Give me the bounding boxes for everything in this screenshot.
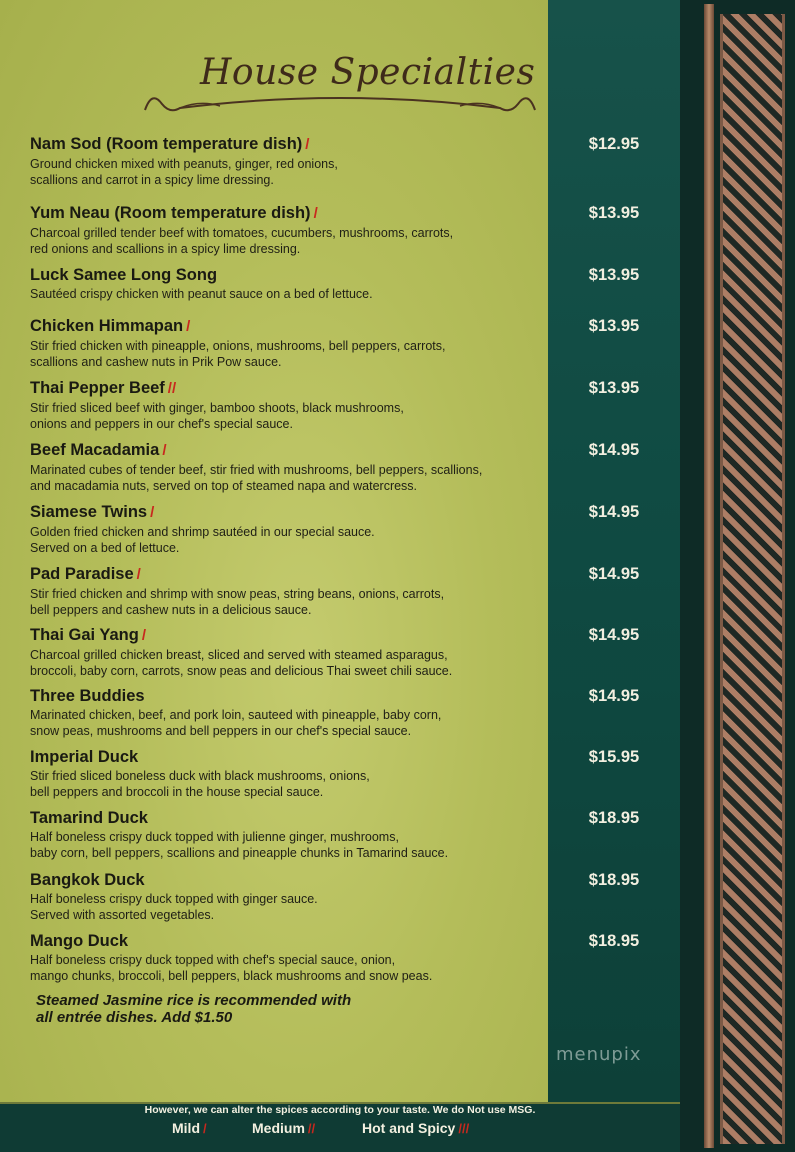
item-description: scallions and carrot in a spicy lime dressing. bbox=[30, 173, 274, 187]
item-price: $18.95 bbox=[588, 871, 640, 889]
menu-item bbox=[30, 564, 550, 618]
item-description: Marinated chicken, beef, and pork loin, sauteed with pineapple, baby corn, bbox=[30, 708, 442, 722]
spice-disclaimer: However, we can alter the spices according to your taste. We do Not use MSG. bbox=[144, 1104, 536, 1116]
ornament-gold-bar bbox=[704, 4, 714, 1148]
item-description: Half boneless crispy duck topped with ginger sauce. bbox=[30, 892, 318, 906]
item-name bbox=[30, 808, 550, 828]
spice-level-medium bbox=[252, 1120, 315, 1136]
item-price: $14.95 bbox=[588, 626, 640, 644]
item-name-text: Bangkok Duck bbox=[30, 871, 145, 889]
item-name bbox=[30, 134, 550, 155]
page-title: House Specialties bbox=[200, 52, 536, 93]
spice-level-label: Medium bbox=[252, 1120, 305, 1136]
item-name bbox=[30, 747, 550, 767]
item-description: Half boneless crispy duck topped with julienne ginger, mushrooms, bbox=[30, 830, 399, 844]
item-name-text: Imperial Duck bbox=[30, 748, 139, 766]
chili-icon: / bbox=[162, 442, 167, 459]
menu-item bbox=[30, 686, 550, 739]
spice-level-label: Mild bbox=[172, 1120, 200, 1136]
rice-note-line: all entrée dishes. Add $1.50 bbox=[36, 1009, 233, 1026]
item-name bbox=[30, 564, 550, 585]
item-description: Stir fried chicken and shrimp with snow peas, string beans, onions, carrots, bbox=[30, 587, 445, 601]
item-name bbox=[30, 625, 550, 646]
item-description: onions and peppers in our chef's special sauce. bbox=[30, 417, 293, 431]
chili-icon: /// bbox=[458, 1121, 470, 1136]
item-price: $13.95 bbox=[588, 379, 640, 397]
menu-item bbox=[30, 625, 550, 679]
item-description: Marinated cubes of tender beef, stir fried with mushrooms, bell peppers, scallions, bbox=[30, 463, 483, 477]
item-description: Half boneless crispy duck topped with chef's special sauce, onion, bbox=[30, 953, 396, 967]
item-price: $12.95 bbox=[588, 135, 640, 153]
item-name-text: Pad Paradise bbox=[30, 565, 134, 583]
item-price: $15.95 bbox=[588, 748, 640, 766]
spice-level-mild bbox=[172, 1120, 207, 1136]
menu-item bbox=[30, 440, 550, 494]
menu-item bbox=[30, 378, 550, 432]
item-name bbox=[30, 870, 550, 890]
item-name bbox=[30, 265, 550, 285]
item-description: bell peppers and cashew nuts in a delicious sauce. bbox=[30, 603, 312, 617]
item-description: mango chunks, broccoli, bell peppers, black mushrooms and snow peas. bbox=[30, 969, 433, 983]
item-name-text: Thai Pepper Beef bbox=[30, 379, 165, 397]
item-price: $18.95 bbox=[588, 809, 640, 827]
item-price: $14.95 bbox=[588, 687, 640, 705]
menu-item bbox=[30, 870, 550, 923]
item-description: bell peppers and broccoli in the house special sauce. bbox=[30, 785, 324, 799]
item-description: Charcoal grilled tender beef with tomatoes, cucumbers, mushrooms, carrots, bbox=[30, 226, 454, 240]
chili-icon: / bbox=[203, 1121, 207, 1136]
title-flourish-icon bbox=[140, 80, 540, 120]
item-name-text: Yum Neau (Room temperature dish) bbox=[30, 204, 311, 222]
rice-note-line: Steamed Jasmine rice is recommended with bbox=[36, 992, 352, 1009]
ornament-strip bbox=[680, 0, 795, 1152]
chili-icon: / bbox=[141, 627, 146, 644]
menu-item bbox=[30, 931, 550, 984]
title-block bbox=[140, 42, 540, 122]
item-price: $14.95 bbox=[588, 503, 640, 521]
item-name bbox=[30, 440, 550, 461]
item-name-text: Nam Sod (Room temperature dish) bbox=[30, 135, 303, 153]
item-description: Served on a bed of lettuce. bbox=[30, 541, 180, 555]
item-name bbox=[30, 686, 550, 706]
rice-note bbox=[36, 992, 476, 1026]
chili-icon: / bbox=[305, 136, 310, 153]
item-name bbox=[30, 931, 550, 951]
thai-pattern-border bbox=[720, 14, 785, 1144]
item-description: red onions and scallions in a spicy lime dressing. bbox=[30, 242, 301, 256]
item-description: Sautéed crispy chicken with peanut sauce on a bed of lettuce. bbox=[30, 287, 373, 301]
menu-item bbox=[30, 265, 550, 302]
item-description: Charcoal grilled chicken breast, sliced and served with steamed asparagus, bbox=[30, 648, 448, 662]
item-description: snow peas, mushrooms and bell peppers in our chef's special sauce. bbox=[30, 724, 412, 738]
item-description: scallions and cashew nuts in Prik Pow sauce. bbox=[30, 355, 282, 369]
item-name-text: Siamese Twins bbox=[30, 503, 148, 521]
item-price: $13.95 bbox=[588, 317, 640, 335]
watermark-logo: menupix bbox=[556, 1044, 642, 1065]
item-name-text: Three Buddies bbox=[30, 687, 145, 705]
menu-item bbox=[30, 203, 550, 257]
item-name bbox=[30, 502, 550, 523]
item-name-text: Chicken Himmapan bbox=[30, 317, 184, 335]
item-name-text: Mango Duck bbox=[30, 932, 129, 950]
item-name-text: Tamarind Duck bbox=[30, 809, 148, 827]
menu-item bbox=[30, 316, 550, 370]
item-description: broccoli, baby corn, carrots, snow peas and delicious Thai sweet chili sauce. bbox=[30, 664, 453, 678]
item-price: $14.95 bbox=[588, 565, 640, 583]
item-price: $13.95 bbox=[588, 266, 640, 284]
menu-item bbox=[30, 134, 550, 188]
chili-icon: / bbox=[150, 504, 155, 521]
chili-icon: / bbox=[136, 566, 141, 583]
item-price: $13.95 bbox=[588, 204, 640, 222]
item-name bbox=[30, 378, 550, 399]
item-description: Served with assorted vegetables. bbox=[30, 908, 215, 922]
item-description: Golden fried chicken and shrimp sautéed in our special sauce. bbox=[30, 525, 375, 539]
item-description: baby corn, bell peppers, scallions and pineapple chunks in Tamarind sauce. bbox=[30, 846, 449, 860]
item-description: and macadamia nuts, served on top of steamed napa and watercress. bbox=[30, 479, 418, 493]
chili-icon: // bbox=[307, 1121, 316, 1136]
item-description: Ground chicken mixed with peanuts, ginger, red onions, bbox=[30, 157, 338, 171]
item-price: $14.95 bbox=[588, 441, 640, 459]
menu-item bbox=[30, 502, 550, 556]
item-description: Stir fried chicken with pineapple, onions, mushrooms, bell peppers, carrots, bbox=[30, 339, 446, 353]
item-name bbox=[30, 203, 550, 224]
spice-level-hot bbox=[362, 1120, 469, 1136]
item-name-text: Thai Gai Yang bbox=[30, 626, 139, 644]
chili-icon: / bbox=[313, 205, 318, 222]
item-description: Stir fried sliced beef with ginger, bamboo shoots, black mushrooms, bbox=[30, 401, 404, 415]
item-name bbox=[30, 316, 550, 337]
chili-icon: // bbox=[167, 380, 177, 397]
item-name-text: Luck Samee Long Song bbox=[30, 266, 218, 284]
item-name-text: Beef Macadamia bbox=[30, 441, 160, 459]
menu-item bbox=[30, 747, 550, 800]
spice-level-label: Hot and Spicy bbox=[362, 1120, 456, 1136]
item-description: Stir fried sliced boneless duck with black mushrooms, onions, bbox=[30, 769, 370, 783]
chili-icon: / bbox=[186, 318, 191, 335]
menu-item bbox=[30, 808, 550, 861]
item-price: $18.95 bbox=[588, 932, 640, 950]
